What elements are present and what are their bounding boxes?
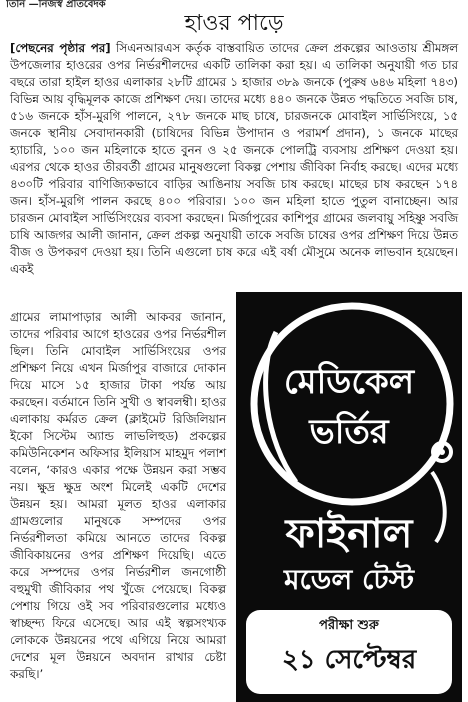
- exam-start-label: পরীক্ষা শুরু: [319, 618, 379, 633]
- ad-exam-date-box: [246, 610, 452, 694]
- article-paragraph-1: সিএনআরএস কর্তৃক বাস্তবায়িত তাদের ক্রেল প্রকল্পের আওতায় শ্রীমঙ্গল উপজেলার হাওরের ওপর নির্ভরশীলদের একটি তালিকা করা হয়। এ তালিকা অনুযায়ী গত চার বছরে তারা হাইল হাওর এলাকার ২৮টি গ্রামের ১ হাজার ৩৮৯ জনকে (পুরুষ ৬৪৬ মহিলা ৭৪৩) বিভিন্ন আয় বৃদ্ধিমূলক কাজে প্রশিক্ষণ দেয়। তাদের মধ্যে ৪৪০ জনকে উন্নত পদ্ধতিতে সবজি চাষ, ৫১৬ জনকে হাঁস-মুরগি পালনে, ২৭৮ জনকে মাছ চাষে, চারজনকে মোবাইল সার্ভিসিংয়ে, ১৫ জনকে স্থানীয় সেবাদানকারী (চাষিদের বিভিন্ন উপাদান ও পরামর্শ প্রদান), ১ জনকে মাছের হ্যাচারি, ১০০ জন মহিলাকে হাতে বুনন ও ২৫ জনকে পোলট্রি ব্যবসায় প্রশিক্ষণ দেওয়া হয়। এরপর থেকে হাওর তীরবর্তী গ্রামের মানুষগুলো বিকল্প পেশায় জীবিকা নির্বাহ করছে। এদের মধ্যে ৪৩০টি পরিবার বাণিজ্যিকভাবে বাড়ির আঙিনায় সবজি চাষ করছে। মাছের চাষ করছেন ১৭৪ জন। হাঁস-মুরগি পালন করছে ৪০০ পরিবার। ১০০ জন মহিলা হাতে পুতুল বানাচ্ছেন। আর চারজন মোবাইল সার্ভিসিংয়ের ব্যবসা করছেন। মির্জাপুরের কাশিপুর গ্রামের জলবায়ু সহিষ্ণু সবজি চাষি আজগর আলী জানান, ক্রেল প্রকল্প অনুযায়ী তাকে সবজি চাষের ওপর প্রশিক্ষণ দিয়ে উন্নত বীজ ও উপকরণ দেওয়া হয়। তিনি এগুলো চাষ করে এই বর্ষা মৌসুমে অনেক লাভবান হয়েছেন। একই: [10, 41, 458, 276]
- medical-admission-ad: [236, 292, 462, 702]
- ad-model-test: মডেল টেস্ট: [283, 563, 415, 596]
- continuation-lead: [পেছনের পৃষ্ঠার পর]: [10, 41, 111, 55]
- article-body-column: গ্রামের লামাপাড়ার আলী আকবর জানান, তাদের পরিবার আগে হাওরের ওপর নির্ভরশীল ছিল। তিনি মোবাইল সার্ভিসিংয়ের ওপর প্রশিক্ষণ নিয়ে এখন মির্জাপুর বাজারে দোকান দিয়ে মাসে ১৫ হাজার টাকা পর্যন্ত আয় করছেন। বর্তমানে তিনি সুখী ও স্বাবলম্বী। হাওর এলাকায় কর্মরত ক্রেল (ক্লাইমেট রিজিলিয়ান ইকো সিস্টেম অ্যান্ড লাভলিহুড) প্রকল্পের কমিউনিকেশন অফিসার ইলিয়াস মাহমুদ পলাশ বলেন, ‘কারও একার পক্ষে উন্নয়ন করা সম্ভব নয়। ক্ষুদ্র ক্ষুদ্র অংশ মিলেই একটি দেশের উন্নয়ন হয়। আমরা মূলত হাওর এলাকার গ্রামগুলোর মানুষকে সম্পদের ওপর নির্ভরশীলতা কমিয়ে আনতে তাদের বিকল্প জীবিকায়নের ওপর প্রশিক্ষণ দিয়েছি। এতে করে সম্পদের ওপর নির্ভরশীল জনগোষ্ঠী বহুমুখী জীবিকার পথ খুঁজে পেয়েছে। বিকল্প পেশায় গিয়ে ওই সব পরিবারগুলোর মধ্যেও স্বাচ্ছন্দ্য ফিরে এসেছে। আর এই স্বল্পসংখ্যক লোককে উন্নয়নের পথে এগিয়ে নিয়ে আমরা দেশের মূল উন্নয়নে অবদান রাখার চেষ্টা করছি।’: [10, 310, 226, 681]
- exam-date: ২১ সেপ্টেম্বর: [281, 645, 417, 675]
- article-body-full-width: [10, 40, 458, 278]
- ad-title-admission: ভর্তির: [309, 412, 389, 452]
- ad-final-text: ফাইনাল: [285, 511, 413, 557]
- page-top-strip: তিনি —নিজস্ব প্রতিবেদক: [6, 0, 106, 10]
- ad-title-medical: মেডিকেল: [283, 362, 415, 402]
- article-headline: হাওর পাড়ে: [184, 11, 284, 36]
